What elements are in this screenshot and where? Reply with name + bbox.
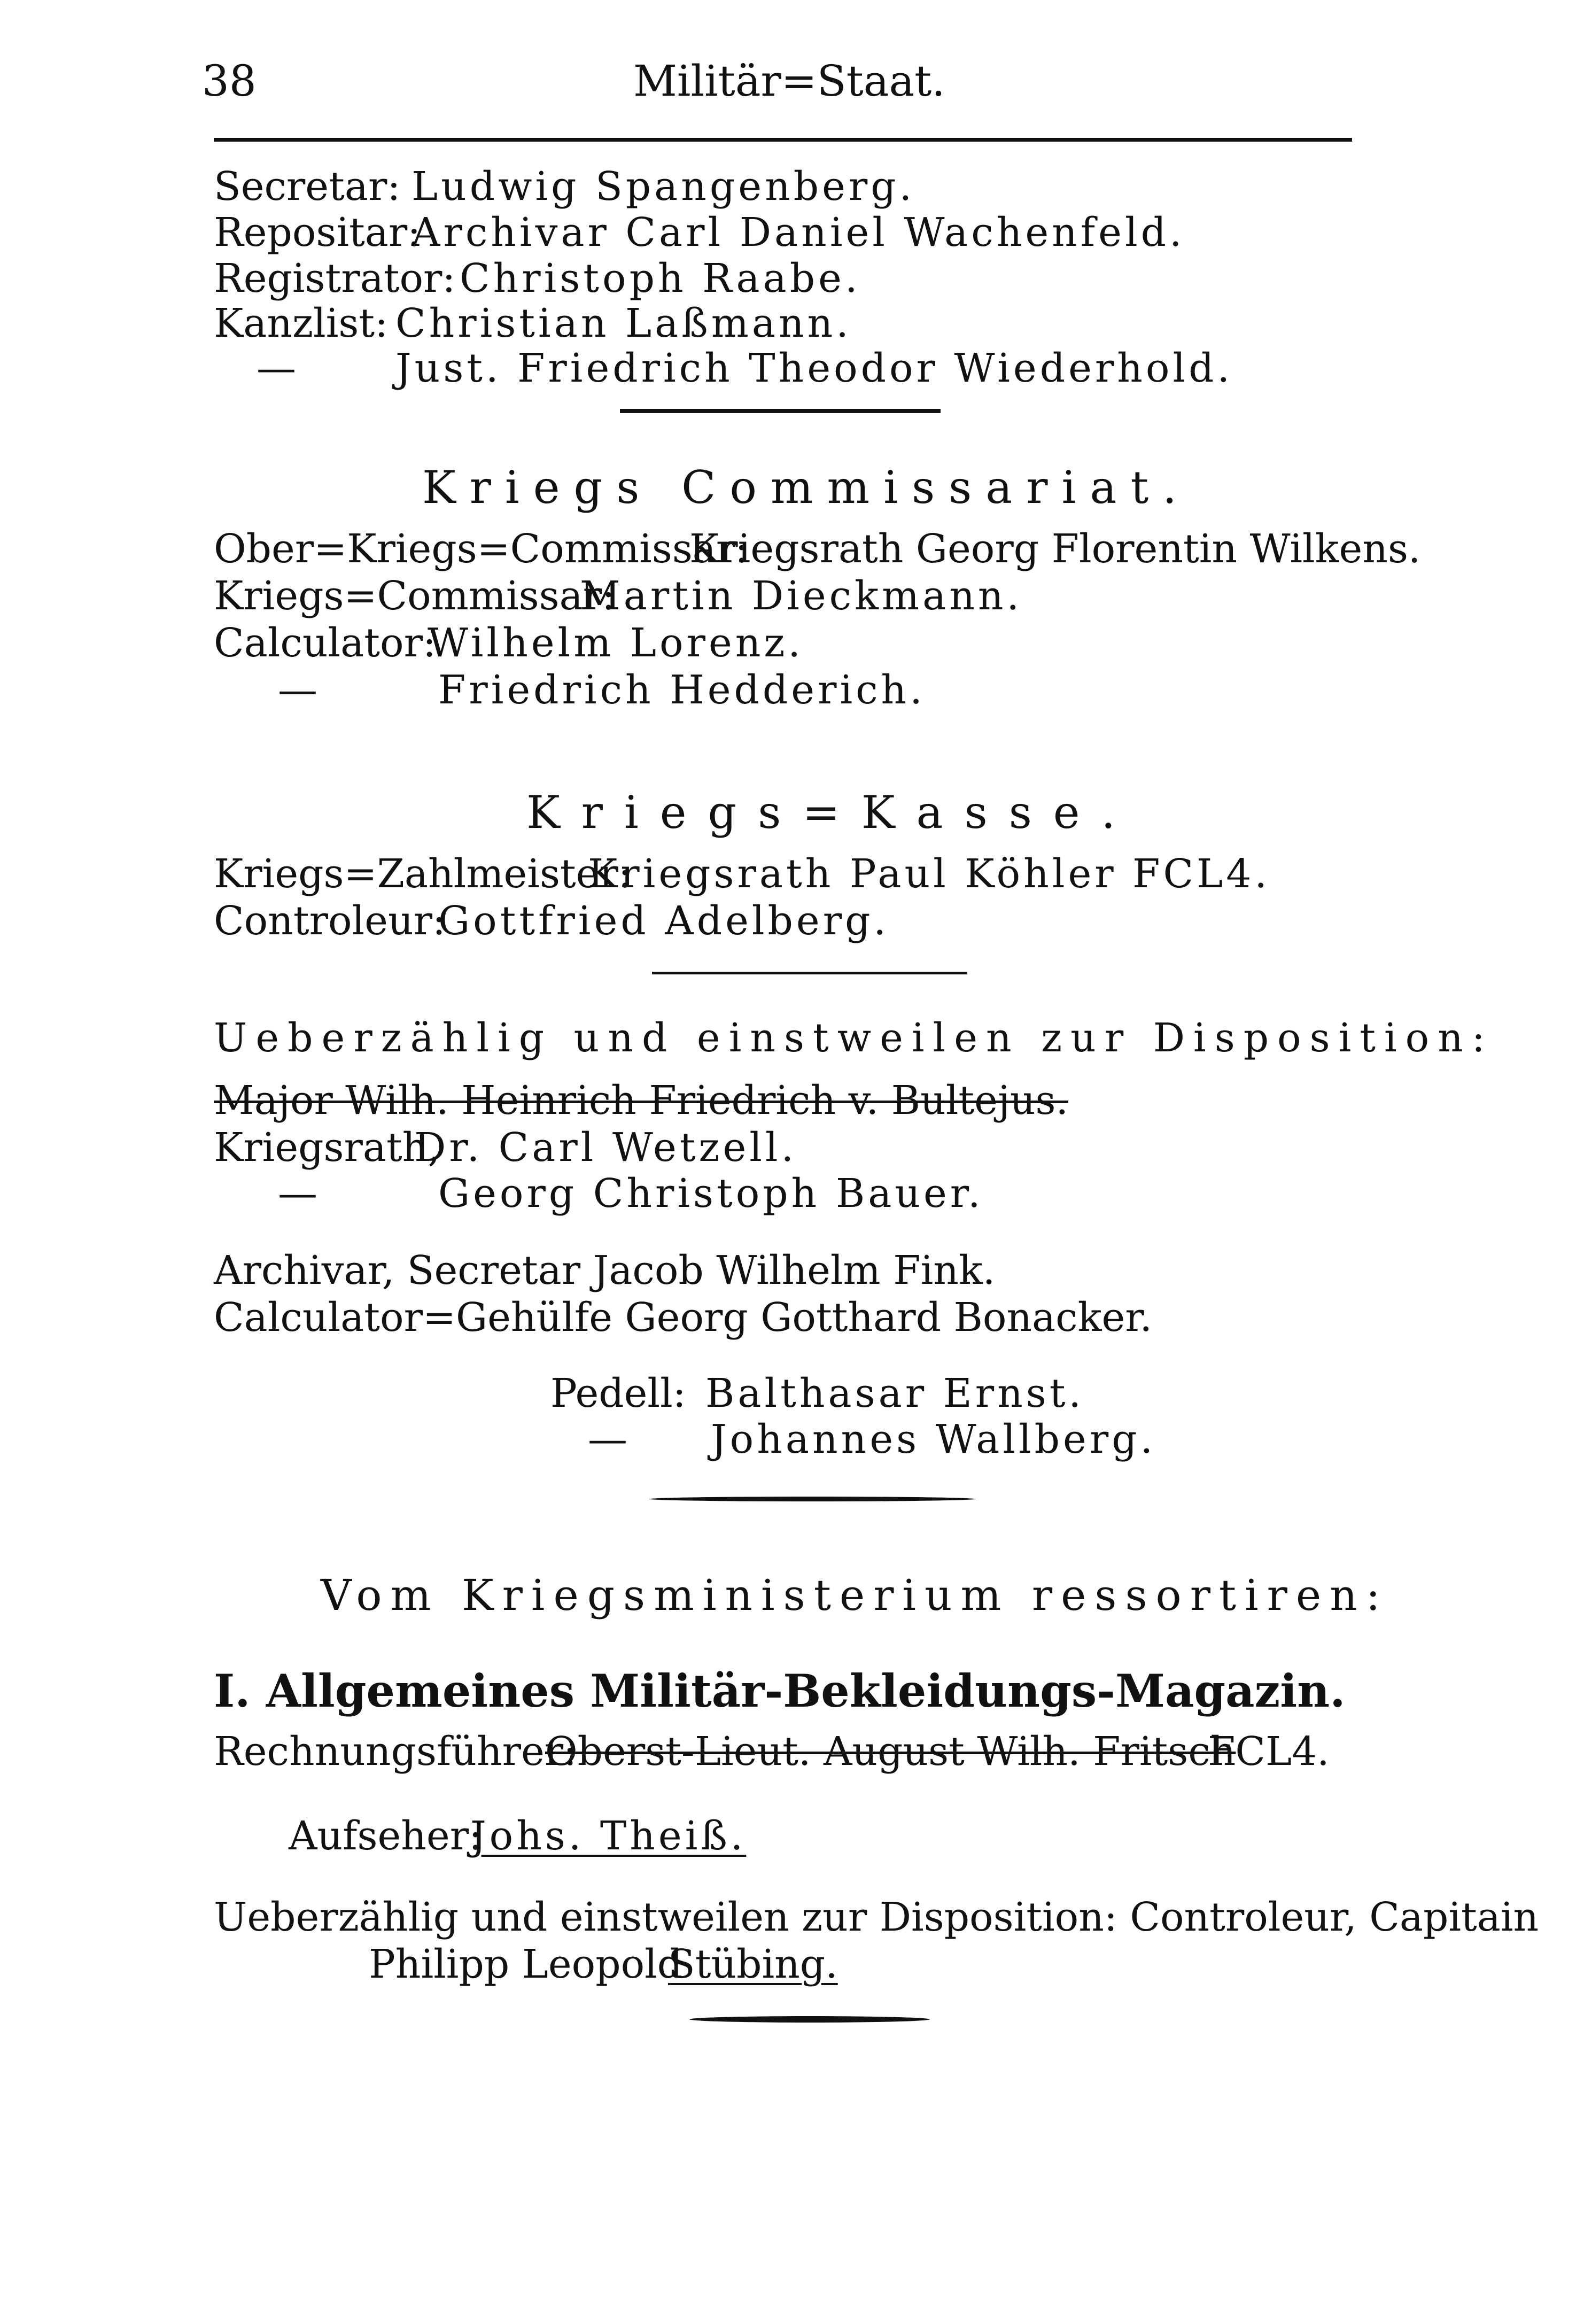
calculator-gehuelfe-entry: Calculator=Gehülfe Georg Gotthard Bonacker. xyxy=(214,1295,1153,1341)
kriegsrath-name: Dr. Carl Wetzell. xyxy=(414,1125,797,1171)
calculator-dash: — xyxy=(278,667,317,713)
repositar-label: Repositar: xyxy=(214,210,421,255)
magazine-title: I. Allgemeines Militär-Bekleidungs-Magazin. xyxy=(214,1664,1346,1717)
pedell-label: Pedell: xyxy=(550,1370,686,1416)
secretar-name: Ludwig Spangenberg. xyxy=(411,164,915,210)
section-rule-3 xyxy=(649,1497,975,1501)
kriegs-commissar-label: Kriegs=Commissar: xyxy=(214,573,616,619)
pedell-name: Balthasar Ernst. xyxy=(705,1370,1084,1416)
kanzlist-label: Kanzlist: xyxy=(214,300,389,346)
disposition-struck-entry: Major Wilh. Heinrich Friedrich v. Bultejus. xyxy=(214,1078,1069,1124)
kriegs-zahlmeister-label: Kriegs=Zahlmeister: xyxy=(214,851,632,897)
kriegsrath-2-name: Georg Christoph Bauer. xyxy=(438,1171,984,1217)
archivar-entry: Archivar, Secretar Jacob Wilhelm Fink. xyxy=(214,1248,996,1293)
kriegsrath-dash: — xyxy=(278,1171,317,1217)
section-rule-1 xyxy=(620,409,941,413)
magazine-disposition-line: Ueberzählig und einstweilen zur Disposition: Controleur, Capitain xyxy=(214,1894,1539,1940)
registrator-label: Registrator: xyxy=(214,255,456,301)
calculator-name: Wilhelm Lorenz. xyxy=(428,620,804,666)
pedell-dash: — xyxy=(588,1416,627,1462)
kanzlist-2-name: Just. Friedrich Theodor Wiederhold. xyxy=(395,345,1233,391)
kanzlist-dash: — xyxy=(257,345,296,391)
registrator-name: Christoph Raabe. xyxy=(460,255,861,301)
ressortiren-heading: Vom Kriegsministerium ressortiren: xyxy=(321,1570,1389,1620)
kanzlist-name: Christian Laßmann. xyxy=(395,300,852,346)
page-number: 38 xyxy=(202,56,257,106)
pedell-2-name: Johannes Wallberg. xyxy=(711,1416,1156,1462)
secretar-label: Secretar: xyxy=(214,164,401,210)
magazine-disposition-name: Philipp Leopold xyxy=(369,1941,683,1987)
calculator-2-name: Friedrich Hedderich. xyxy=(438,667,926,713)
header-rule xyxy=(214,138,1352,142)
controleur-name: Gottfried Adelberg. xyxy=(438,898,889,944)
kriegs-commissar-name: Martin Dieckmann. xyxy=(580,573,1023,619)
section-rule-4 xyxy=(689,2016,930,2023)
aufseher-label: Aufseher: xyxy=(289,1813,483,1859)
controleur-label: Controleur: xyxy=(214,898,446,944)
section-rule-2 xyxy=(652,972,967,974)
ober-kriegs-commissar-label: Ober=Kriegs=Commissar: xyxy=(214,526,749,572)
kriegs-zahlmeister-name: Kriegsrath Paul Köhler FCL4. xyxy=(588,851,1270,897)
kriegs-kasse-heading: Kriegs=Kasse. xyxy=(526,786,1137,839)
rechnungsfuehrer-label: Rechnungsführer: xyxy=(214,1729,577,1775)
disposition-heading: Ueberzählig und einstweilen zur Disposition: xyxy=(214,1015,1494,1061)
repositar-name: Archivar Carl Daniel Wachenfeld. xyxy=(411,210,1185,255)
rechnungsfuehrer-order: FCL4. xyxy=(1208,1729,1330,1775)
ober-kriegs-commissar-name: Kriegsrath Georg Florentin Wilkens. xyxy=(689,526,1421,572)
calculator-label: Calculator: xyxy=(214,620,436,666)
magazine-disposition-surname: Stübing. xyxy=(668,1941,838,1987)
aufseher-name: Johs. Theiß. xyxy=(470,1813,747,1859)
rechnungsfuehrer-struck-name: Oberst-Lieut. August Wilh. Fritsch xyxy=(545,1729,1236,1775)
kriegs-commissariat-heading: Kriegs Commissariat. xyxy=(422,461,1191,514)
running-title: Militär=Staat. xyxy=(633,56,945,106)
kriegsrath-label: Kriegsrath, xyxy=(214,1125,440,1171)
